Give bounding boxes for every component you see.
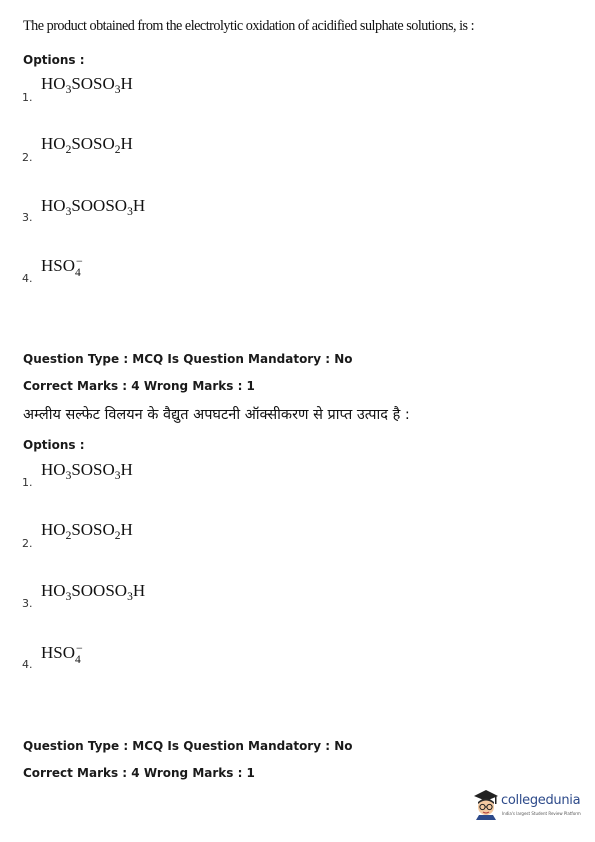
option-formula: HSO − $_4$ xyxy=(41,254,83,279)
option-number: 2. xyxy=(22,537,33,550)
brand-name: collegedunia xyxy=(501,793,581,808)
option-number: 1. xyxy=(22,91,33,104)
marks-line: Correct Marks : 4 Wrong Marks : 1 xyxy=(23,379,255,393)
option-number: 4. xyxy=(22,272,33,285)
marks-line: Correct Marks : 4 Wrong Marks : 1 xyxy=(23,766,255,780)
option-formula: $HO_2SOSO_2H$ xyxy=(41,520,133,542)
option-number: 3. xyxy=(22,597,33,610)
question-type-line: Question Type : MCQ Is Question Mandatory : No xyxy=(23,352,353,366)
question-type-line: Question Type : MCQ Is Question Mandatory : No xyxy=(23,739,353,753)
options-label: Options : xyxy=(23,438,85,452)
option-formula: $HO_2SOSO_2H$ xyxy=(41,134,133,156)
option-number: 2. xyxy=(22,151,33,164)
charge-sign: − xyxy=(76,641,83,655)
option-formula: $HO_3SOSO_3H$ xyxy=(41,460,133,482)
option-formula: $HO_3SOOSO_3H$ xyxy=(41,196,146,218)
charge-sign: − xyxy=(76,254,83,268)
option-formula: $HO_3SOOSO_3H$ xyxy=(41,581,146,603)
collegedunia-logo xyxy=(472,788,590,824)
question-text-hindi: अम्लीय सल्फेट विलयन के वैद्युत अपघटनी ऑक्सीकरण से प्राप्त उत्पाद है : xyxy=(23,407,410,423)
graduate-mascot-icon xyxy=(472,788,500,820)
option-formula: $HO_3SOSO_3H$ xyxy=(41,74,133,96)
option-number: 1. xyxy=(22,476,33,489)
option-number: 4. xyxy=(22,658,33,671)
brand-tagline: India's largest Student Review Platform xyxy=(502,811,581,816)
options-label: Options : xyxy=(23,53,85,67)
option-formula: HSO − $_4$ xyxy=(41,641,83,666)
question-text: The product obtained from the electrolytic oxidation of acidified sulphate solutions, is : xyxy=(23,18,475,34)
option-number: 3. xyxy=(22,211,33,224)
